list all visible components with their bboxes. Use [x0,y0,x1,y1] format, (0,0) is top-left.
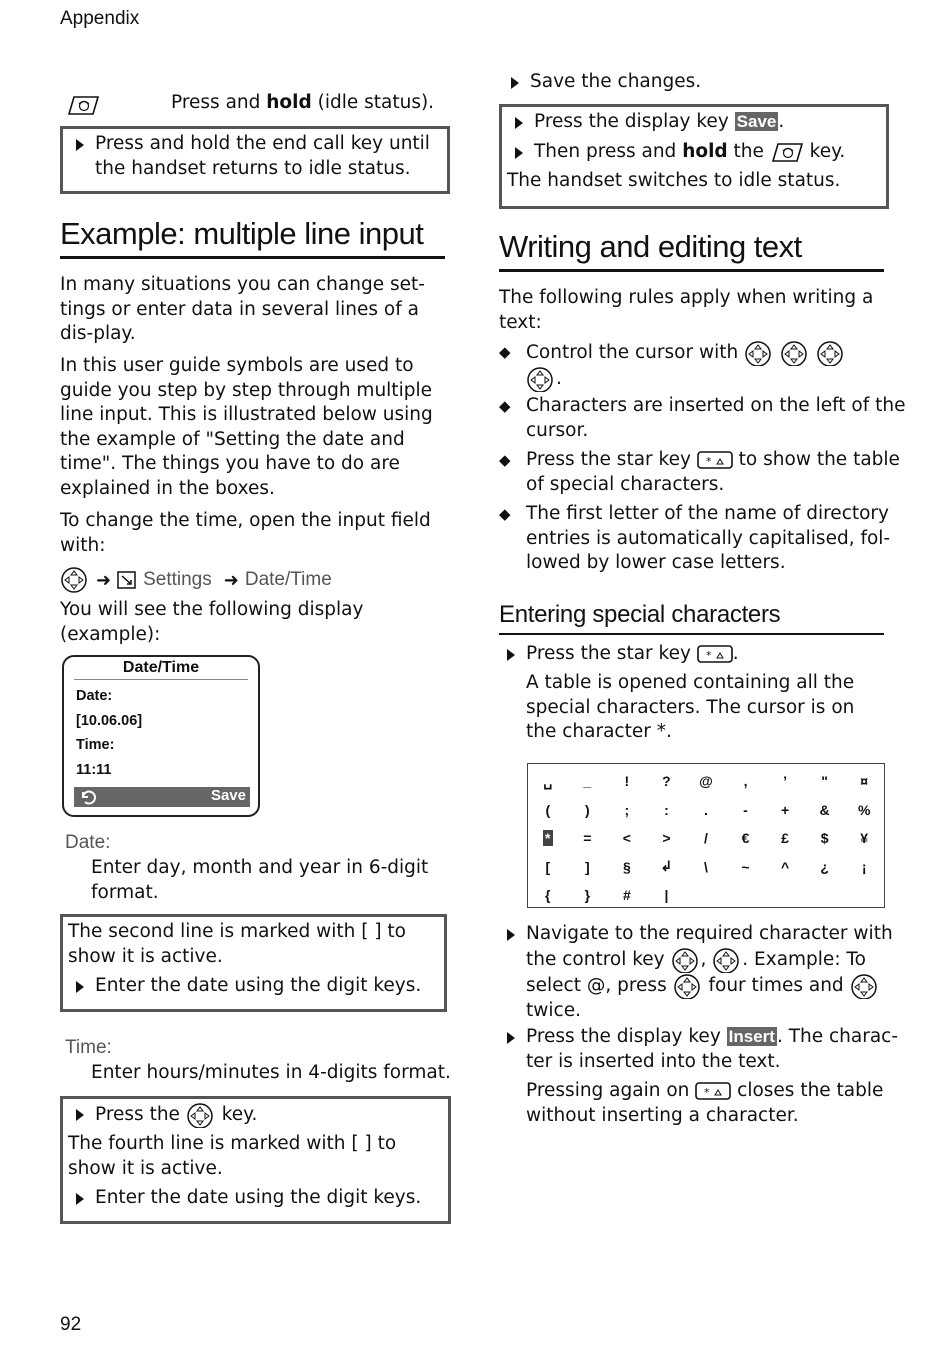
character-cell[interactable]: # [622,887,631,904]
section-heading-writing: Writing and editing text [499,229,884,272]
character-cell[interactable]: ␣ [543,772,553,789]
character-cell[interactable]: ? [662,773,671,790]
character-cell[interactable]: | [664,887,669,904]
instruction-step: Enter the date using the digit keys. [68,1186,443,1211]
instruction-box-end-call [60,126,450,194]
character-cell[interactable]: ’ [783,773,787,790]
character-cell[interactable]: , [743,773,748,790]
character-cell[interactable]: } [584,887,591,904]
instruction-step: Then press and hold the key. [507,140,881,165]
settings-menu-icon [117,570,137,590]
character-cell[interactable] [686,881,726,910]
character-cell[interactable]: £ [781,830,789,847]
insert-softkey-label: Insert [728,1027,775,1046]
character-cell[interactable] [805,881,845,910]
bullet-item: ◆ The first letter of the name of directory entries is automatically capitalised, fol-lowed by lower case letters. [499,502,912,576]
control-key-icon [780,340,810,366]
control-key-down-icon [712,947,742,973]
character-cell[interactable]: * [545,830,551,847]
character-cell[interactable]: ! [624,773,630,790]
character-cell[interactable]: $ [820,830,829,847]
control-key-icon [186,1102,216,1128]
character-cell[interactable]: § [622,858,631,875]
date-description: Enter day, month and year in 6-digit format. [91,857,429,903]
character-cell[interactable] [844,881,884,910]
handset-display [62,655,260,817]
control-key-right-icon [850,973,880,999]
character-cell[interactable]: ↲ [660,858,673,875]
star-key-icon [697,644,733,664]
back-arrow-icon[interactable] [78,788,96,806]
control-key-up-icon [671,947,701,973]
instruction-box-date [60,914,447,1012]
character-cell[interactable]: " [821,773,828,790]
bullet-item: ◆ Control the cursor with . [499,340,886,392]
instruction-step: Press the display key Insert . The charac-ter is inserted into the text. [499,1025,912,1074]
menu-path [60,566,332,594]
star-key-icon [697,450,733,470]
character-cell[interactable]: @ [699,773,713,790]
character-cell[interactable]: ( [545,801,551,818]
bullet-item: ◆ Press the star key to show the table of special characters. [499,448,906,497]
character-cell[interactable]: ; [624,801,630,818]
instruction-step: Enter the date using the digit keys. [68,974,439,999]
character-grid [528,767,884,910]
character-row [528,881,884,910]
instruction-box-time [60,1096,451,1224]
character-cell[interactable]: > [662,830,671,847]
time-description: Enter hours/minutes in 4-digits format. [91,1062,451,1083]
end-call-key-icon [770,141,804,163]
box-text: The fourth line is marked with [ ] to show it is active. [68,1133,397,1179]
character-row [528,796,884,825]
save-softkey[interactable]: Save [210,787,246,804]
display-row: Time: [76,737,115,753]
character-row [528,853,884,882]
arrow-right-icon: ➜ [96,569,112,591]
instruction-box-save [499,104,889,209]
paragraph: You will see the following display (example): [60,599,364,645]
subsection-heading-special: Entering special characters [499,601,884,635]
character-cell[interactable]: { [545,887,551,904]
display-row: [10.06.06] [76,712,143,729]
instruction-step: Press the key. [68,1102,443,1128]
character-cell[interactable]: % [857,801,871,818]
save-softkey-label: Save [736,112,777,131]
character-cell[interactable]: & [819,801,830,818]
character-cell[interactable]: < [622,830,631,847]
control-key-left-icon [526,366,556,392]
paragraph: Pressing again on closes the table without inserting a character. [526,1080,884,1126]
character-cell[interactable]: \ [704,858,708,875]
character-cell[interactable]: . [704,801,708,818]
character-cell[interactable]: [ [545,858,551,875]
page-number: 92 [60,1314,82,1335]
display-row: Date: [76,688,113,704]
character-cell[interactable]: ¤ [860,773,869,790]
control-key-icon [60,566,90,594]
section-heading-multiline: Example: multiple line input [60,216,445,259]
character-cell[interactable]: ¡ [861,858,867,875]
character-cell[interactable]: ) [584,801,590,818]
character-cell[interactable]: : [664,801,669,818]
character-cell[interactable]: ¿ [820,858,829,875]
character-cell[interactable]: - [743,801,748,818]
character-cell[interactable]: + [780,801,790,818]
time-label: Time: [65,1037,112,1058]
menu-item-settings: Settings [143,569,212,590]
character-cell[interactable]: _ [583,773,592,790]
character-row [528,824,884,853]
box-text: The second line is marked with [ ] to show it is active. [68,921,406,967]
instruction-step: Press the star key . [499,642,906,667]
display-softkey-bar [74,787,250,807]
press-hold-text: Press and hold (idle status). [171,92,435,113]
character-cell[interactable] [765,881,805,910]
display-title: Date/Time [122,659,200,676]
arrow-right-icon: ➜ [223,569,239,591]
paragraph: To change the time, open the input field with: [60,510,431,556]
control-key-down-icon [673,973,703,999]
paragraph: A table is opened containing all the special characters. The cursor is on the character *. [526,672,855,742]
paragraph: In many situations you can change set-tings or enter data in several lines of a dis-play. [60,274,425,344]
paragraph: The following rules apply when writing a text: [499,287,874,333]
date-label: Date: [65,832,111,853]
menu-item-date-time: Date/Time [244,569,332,590]
instruction-step: Save the changes. [503,70,910,95]
page-header: Appendix [60,8,140,29]
character-cell[interactable]: € [741,830,750,847]
control-key-right-icon [816,340,846,366]
character-cell[interactable] [726,881,766,910]
character-cell[interactable]: ~ [741,858,750,875]
character-cell[interactable]: ^ [780,858,790,875]
character-row [528,767,884,796]
instruction-step: Press the display key Save . [507,110,881,135]
special-characters-table [527,763,885,908]
box-text: The handset switches to idle status. [507,170,841,191]
instruction-step: Navigate to the required character with the control key , . Example: To select @, press four times and twice. [499,922,912,1023]
star-key-icon [695,1081,731,1101]
display-row: 11:11 [76,761,112,778]
instruction-step: Press and hold the end call key until the handset returns to idle status. [68,132,442,181]
bullet-item: ◆ Characters are inserted on the left of the cursor. [499,394,906,443]
character-cell[interactable]: = [583,830,592,847]
paragraph: In this user guide symbols are used to guide you step by step through multiple line input. This is illustrated below using the example of "Setting the date and time". The things you have to do are explained in the boxes. [60,355,433,499]
control-key-up-down-icon [744,340,774,366]
character-cell[interactable]: ¥ [860,830,869,847]
character-cell[interactable]: ] [584,858,590,875]
character-cell[interactable]: / [704,830,708,847]
end-call-key-icon [66,94,100,116]
